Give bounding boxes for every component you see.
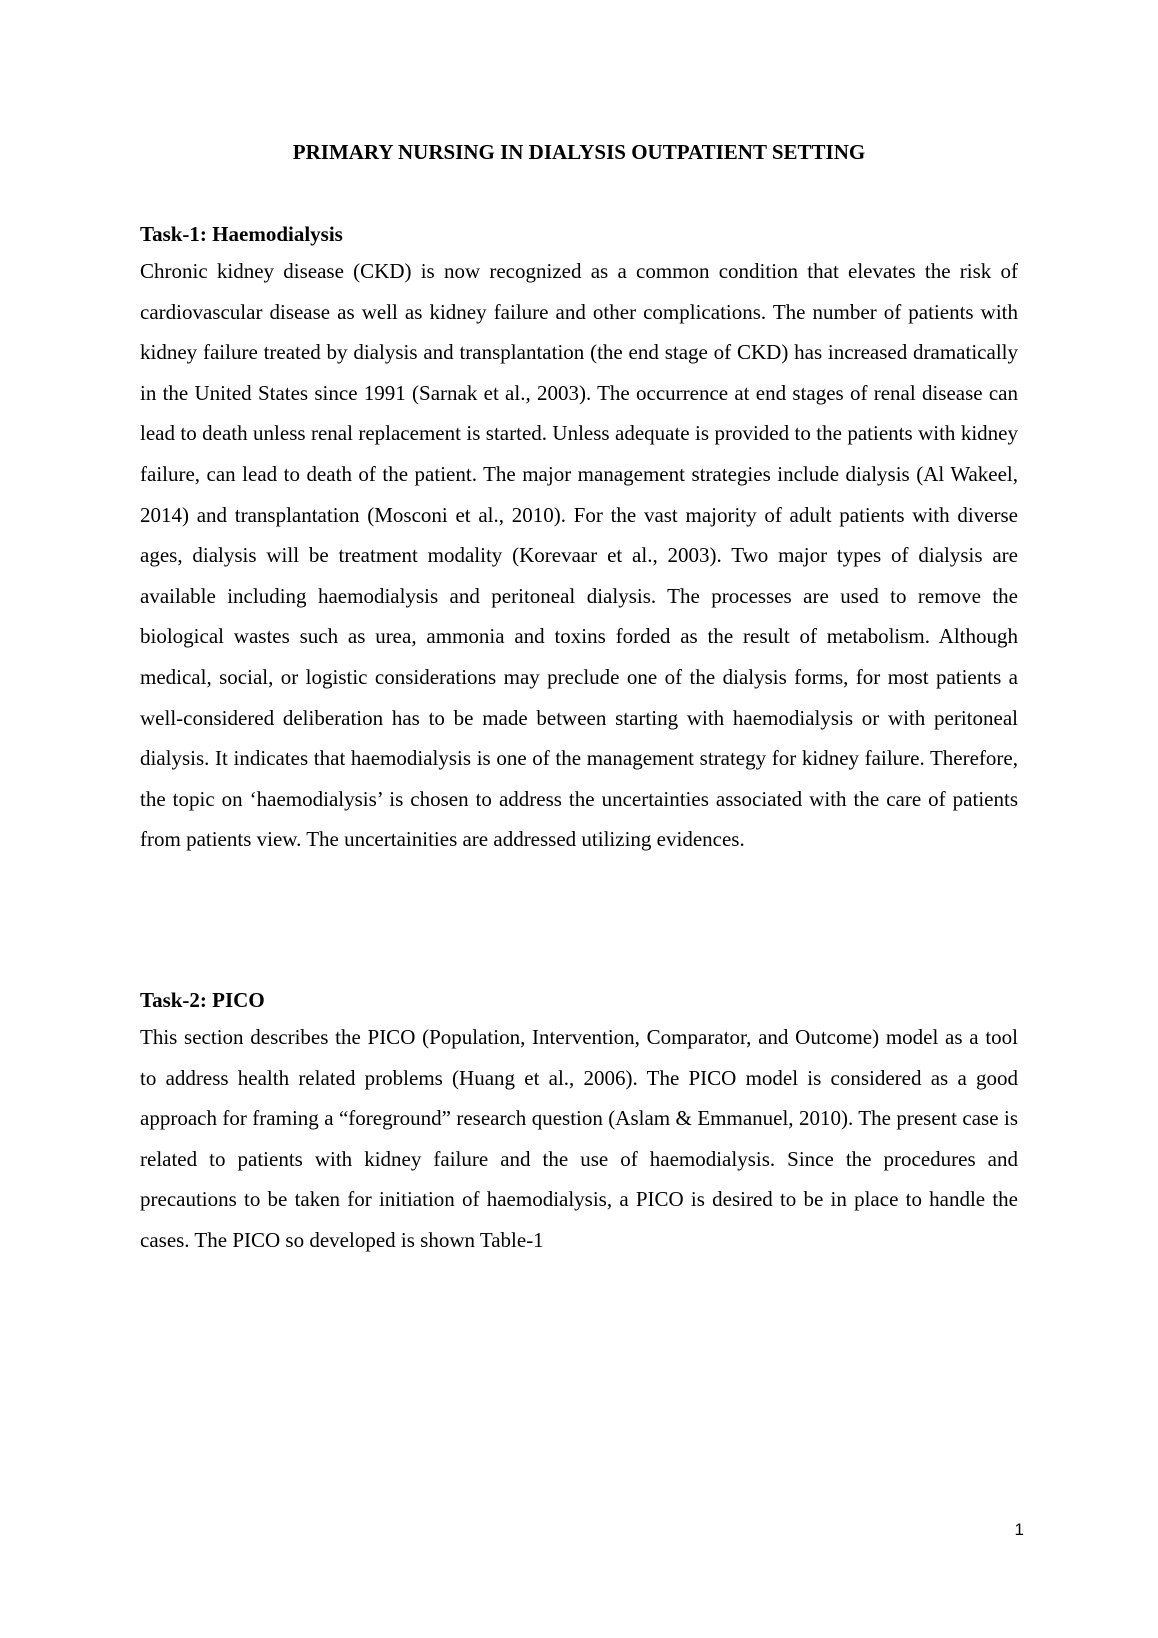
- document-title: PRIMARY NURSING IN DIALYSIS OUTPATIENT SETTING: [292, 140, 866, 164]
- section-heading: Task-1: Haemodialysis: [140, 222, 343, 246]
- section-haemodialysis: [140, 220, 1018, 860]
- section-heading: Task-2: PICO: [140, 988, 265, 1012]
- page-number: 1: [1014, 1520, 1024, 1539]
- section-body: This section describes the PICO (Population, Intervention, Comparator, and Outcome) model as a tool to address health related problems (Huang et al., 2006). The PICO model is considered as a good approach for framing a “foreground” research question (Aslam & Emmanuel, 2010). The present case is related to patients with kidney failure and the use of haemodialysis. Since the procedures and precautions to be taken for initiation of haemodialysis, a PICO is desired to be in place to handle the cases. The PICO so developed is shown Table-1: [140, 1025, 1018, 1252]
- section-pico: [140, 986, 1018, 1261]
- section-body: Chronic kidney disease (CKD) is now recognized as a common condition that elevates the risk of cardiovascular disease as well as kidney failure and other complications. The number of patients with kidney failure treated by dialysis and transplantation (the end stage of CKD) has increased dramatically in the United States since 1991 (Sarnak et al., 2003). The occurrence at end stages of renal disease can lead to death unless renal replacement is started. Unless adequate is provided to the patients with kidney failure, can lead to death of the patient. The major management strategies include dialysis (Al Wakeel, 2014) and transplantation (Mosconi et al., 2010). For the vast majority of adult patients with diverse ages, dialysis will be treatment modality (Korevaar et al., 2003). Two major types of dialysis are available including haemodialysis and peritoneal dialysis. The processes are used to remove the biological wastes such as urea, ammonia and toxins forded as the result of metabolism. Although medical, social, or logistic considerations may preclude one of the dialysis forms, for most patients a well-considered deliberation has to be made between starting with haemodialysis or with peritoneal dialysis. It indicates that haemodialysis is one of the management strategy for kidney failure. Therefore, the topic on ‘haemodialysis’ is chosen to address the uncertainties associated with the care of patients from patients view. The uncertainities are addressed utilizing evidences.: [140, 259, 1018, 852]
